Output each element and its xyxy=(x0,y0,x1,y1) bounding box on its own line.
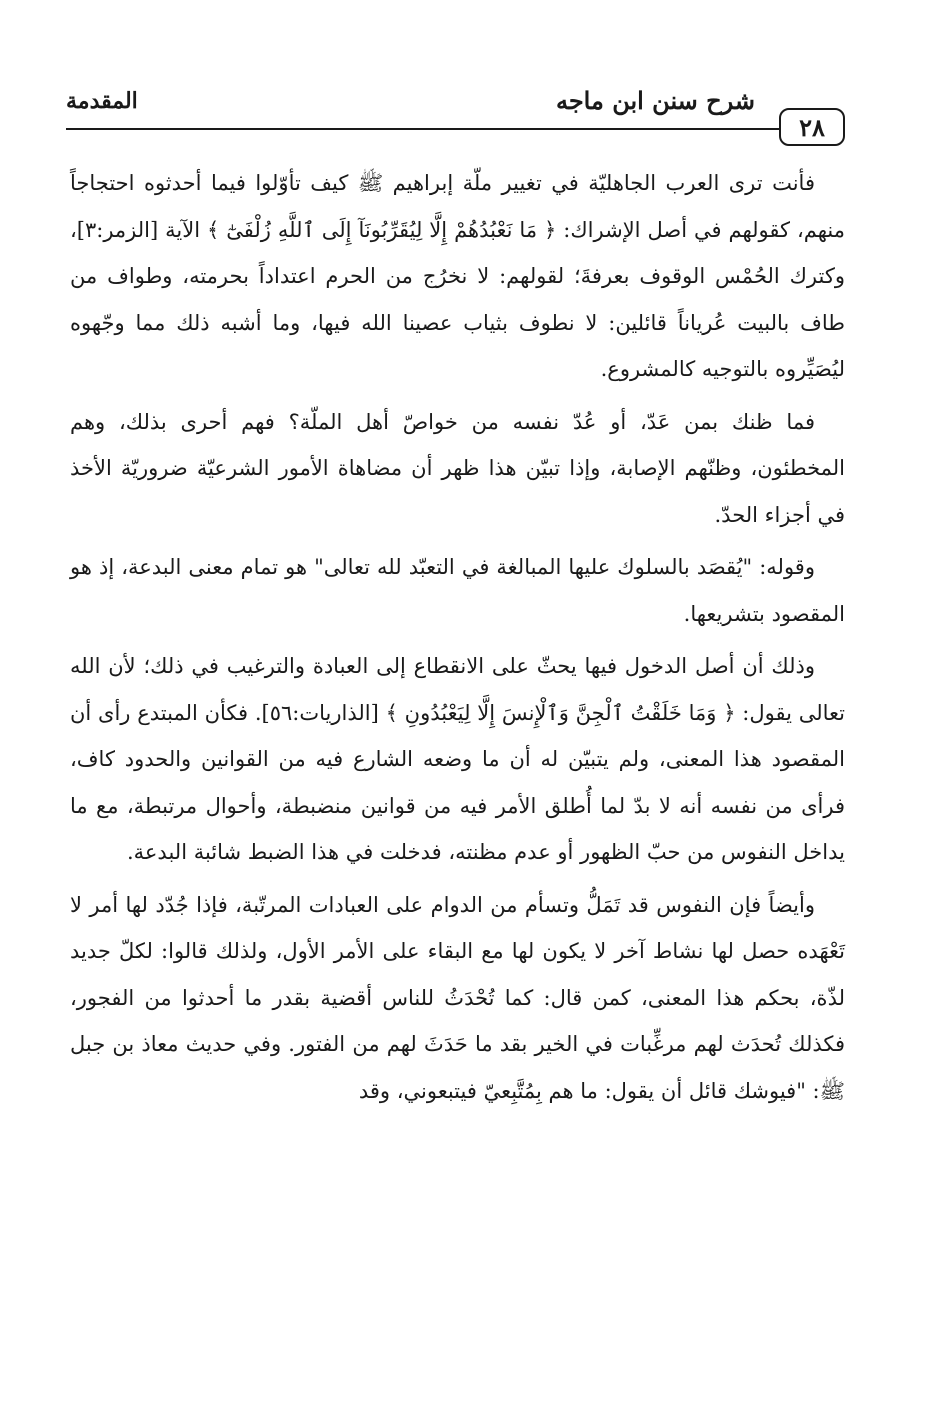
book-title: شرح سنن ابن ماجه xyxy=(555,86,755,115)
page-number-frame xyxy=(779,108,845,146)
section-title: المقدمة xyxy=(66,88,138,114)
page-header xyxy=(50,70,850,150)
page-number: ٢٨ xyxy=(799,112,825,142)
header-divider xyxy=(66,128,780,130)
paragraph: فما ظنك بمن عَدّ، أو عُدّ نفسه من خواصّ أهل الملّة؟ فهم أحرى بذلك، وهم المخطئون، وظنّهم الإصابة، وإذا تبيّن هذا ظهر أن مضاهاة الأمور الشرعيّة ضروريّة الأخذ في أجزاء الحدّ. xyxy=(70,409,845,527)
paragraph: وأيضاً فإن النفوس قد تَمَلُّ وتسأم من الدوام على العبادات المرتّبة، فإذا جُدّد لها أمر لا تَعْهَده حصل لها نشاط آخر لا يكون لها مع البقاء على الأمر الأول، ولذلك قالوا: لكلّ جديد لذّة، بحكم هذا المعنى، كمن قال: كما تُحْدَثُ للناس أقضية بقدر ما أحدثوا من الفجور، فكذلك تُحدَث لهم مرغِّبات في الخير بقد ما حَدَثَ لهم من الفتور. وفي حديث معاذ بن جبل ﷺ: "فيوشك قائل أن يقول: ما هم بِمُتَّبِعيّ فيتبعوني، وقد xyxy=(70,892,845,1103)
body-text xyxy=(70,160,845,1120)
paragraph: وذلك أن أصل الدخول فيها يحثّ على الانقطاع إلى العبادة والترغيب في ذلك؛ لأن الله تعالى يقول: ﴿ وَمَا خَلَقْتُ ٱلْجِنَّ وَٱلْإِنسَ إِلَّا لِيَعْبُدُونِ ﴾ [الذاريات:٥٦]. فكأن المبتدع رأى أن المقصود هذا المعنى، ولم يتبيّن له أن ما وضعه الشارع فيه من القوانين والحدود كاف، فرأى من نفسه أنه لا بدّ لما أُطلق الأمر فيه من قوانين منضبطة، وأحوال مرتبطة، مع ما يداخل النفوس من حبّ الظهور أو عدم مظنته، فدخلت في هذا الضبط شائبة البدعة. xyxy=(70,654,846,864)
paragraph: فأنت ترى العرب الجاهليّة في تغيير ملّة إبراهيم ﷺ كيف تأوّلوا فيما أحدثوه احتجاجاً منهم، كقولهم في أصل الإشراك: ﴿ مَا نَعْبُدُهُمْ إِلَّا لِيُقَرِّبُونَآ إِلَى ٱللَّهِ زُلْفَىٰٓ ﴾ الآية [الزمر:٣]، وكترك الحُمْس الوقوف بعرفةَ؛ لقولهم: لا نخرُج من الحرم اعتداداً بحرمته، وطواف من طاف بالبيت عُرياناً قائلين: لا نطوف بثياب عصينا الله فيها، وما أشبه ذلك مما وجّهوه ليُصَيِّروه بالتوجيه كالمشروع. xyxy=(70,171,845,381)
paragraph: وقوله: "يُقصَد بالسلوك عليها المبالغة في التعبّد لله تعالى" هو تمام معنى البدعة، إذ هو المقصود بتشريعها. xyxy=(70,555,845,626)
